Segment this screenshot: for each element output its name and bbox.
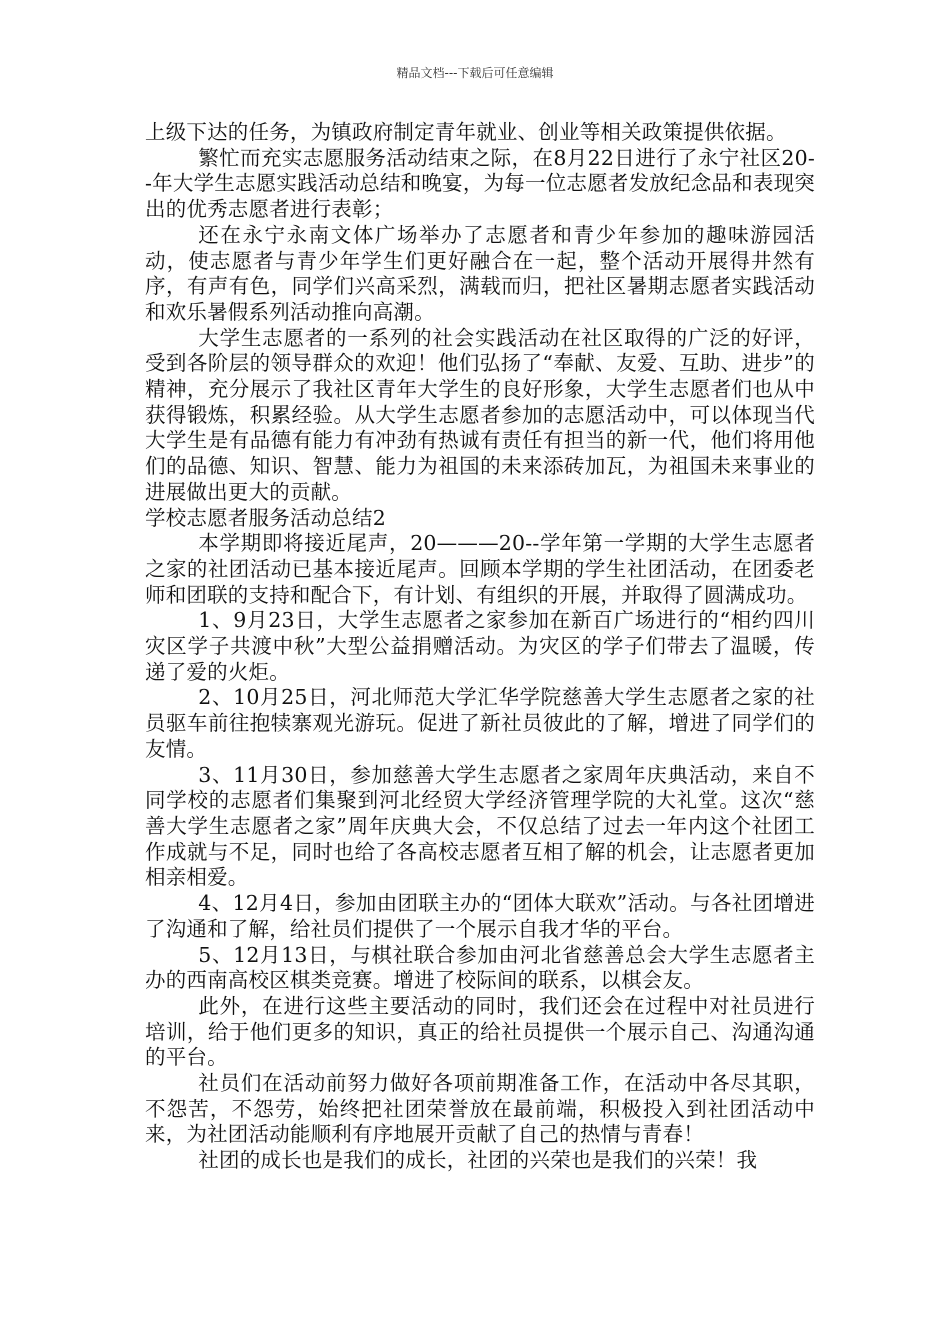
paragraph: 大学生志愿者的一系列的社会实践活动在社区取得的广泛的好评，受到各阶层的领导群众的欢迎！他们弘扬了“奉献、友爱、互助、进步”的精神，充分展示了我社区青年大学生的良好形象，大学生志愿者们也从中获得锻炼，积累经验。从大学生志愿者参加的志愿活动中，可以体现当代大学生是有品德有能力有冲劲有热诚有责任有担当的新一代，他们将用他们的品德、知识、智慧、能力为祖国的未来添砖加瓦，为祖国未来事业的进展做出更大的贡献。 (145, 325, 815, 504)
list-item: 2、10月25日，河北师范大学汇华学院慈善大学生志愿者之家的社员驱车前往抱犊寨观光游玩。促进了新社员彼此的了解，增进了同学们的友情。 (145, 685, 815, 761)
paragraph: 还在永宁永南文体广场举办了志愿者和青少年参加的趣味游园活动，使志愿者与青少年学生们更好融合在一起，整个活动开展得井然有序，有声有色，同学们兴高采烈，满载而归，把社区暑期志愿者实践活动和欢乐暑假系列活动推向高潮。 (145, 222, 815, 324)
paragraph: 社员们在活动前努力做好各项前期准备工作，在活动中各尽其职，不怨苦，不怨劳，始终把社团荣誉放在最前端，积极投入到社团活动中来，为社团活动能顺利有序地展开贡献了自己的热情与青春！ (145, 1071, 815, 1147)
list-item: 1、9月23日，大学生志愿者之家参加在新百广场进行的“相约四川灾区学子共渡中秋”大型公益捐赠活动。为灾区的学子们带去了温暖，传递了爱的火炬。 (145, 608, 815, 684)
paragraph: 本学期即将接近尾声，20———20--学年第一学期的大学生志愿者之家的社团活动已基本接近尾声。回顾本学期的学生社团活动，在团委老师和团联的支持和配合下，有计划、有组织的开展，并取得了圆满成功。 (145, 531, 815, 607)
paragraph: 繁忙而充实志愿服务活动结束之际，在8月22日进行了永宁社区20--年大学生志愿实践活动总结和晚宴，为每一位志愿者发放纪念品和表现突出的优秀志愿者进行表彰； (145, 145, 815, 222)
document-body (145, 120, 815, 1174)
section-heading: 学校志愿者服务活动总结2 (145, 505, 386, 530)
paragraph: 社团的成长也是我们的成长，社团的兴荣也是我们的兴荣！我 (198, 1148, 758, 1173)
page-header: 精品文档---下载后可任意编辑 (396, 66, 554, 80)
paragraph: 此外，在进行这些主要活动的同时，我们还会在过程中对社员进行培训，给于他们更多的知识，真正的给社员提供一个展示自己、沟通沟通的平台。 (145, 993, 815, 1070)
list-item: 4、12月4日，参加由团联主办的“团体大联欢”活动。与各社团增进了沟通和了解，给社员们提供了一个展示自我才华的平台。 (145, 891, 815, 941)
list-item: 5、12月13日，与棋社联合参加由河北省慈善总会大学生志愿者主办的西南高校区棋类竞赛。增进了校际间的联系，以棋会友。 (145, 942, 815, 993)
list-item: 3、11月30日，参加慈善大学生志愿者之家周年庆典活动，来自不同学校的志愿者们集聚到河北经贸大学经济管理学院的大礼堂。这次“慈善大学生志愿者之家”周年庆典大会，不仅总结了过去一年内这个社团工作成就与不足，同时也给了各高校志愿者互相了解的机会，让志愿者更加相亲相爱。 (145, 762, 815, 890)
paragraph: 上级下达的任务，为镇政府制定青年就业、创业等相关政策提供依据。 (145, 120, 787, 144)
